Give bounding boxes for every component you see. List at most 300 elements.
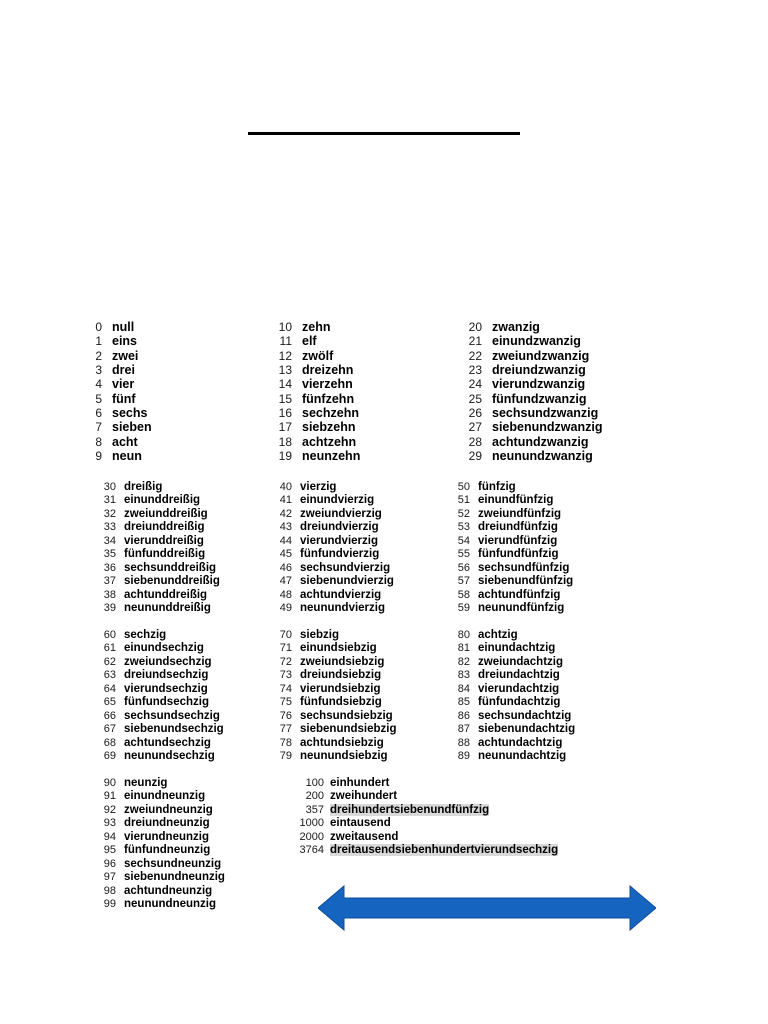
word-segment: und [147,884,169,897]
number-word [478,656,563,668]
number-word [492,377,585,391]
number-word [330,831,398,843]
word-segment: und [151,602,173,615]
number-row-26 [462,406,602,420]
number-digit: 61 [103,642,116,655]
word-segment: en [147,723,161,736]
word-segment: vierzig [353,561,391,574]
word-segment: und [316,642,338,655]
word-segment: neunzig [166,817,210,830]
number-digit: 5 [95,391,102,406]
word-segment: und [327,750,349,763]
number-digit: 6 [95,405,102,420]
word-segment: sechzig [172,750,215,763]
word-segment: zwei [300,655,325,668]
number-word [478,481,516,493]
number-word [112,449,142,463]
word-segment: vierzig [345,507,382,520]
word-segment: sech [300,709,327,722]
number-digit: 84 [457,682,470,695]
number-row-200 [290,790,558,804]
number-digit: 11 [279,334,292,349]
word-segment: vier [300,682,321,695]
number-digit: 14 [278,377,292,392]
number-word [112,406,147,420]
word-segment: fünf [112,391,136,406]
number-row-87 [450,723,575,737]
number-digit: 10 [278,320,292,335]
word-segment: neunzig [177,857,222,870]
number-digit: 3764 [299,844,324,857]
number-word [302,349,333,363]
number-digit: 45 [279,548,292,561]
number-row-357 [290,803,558,817]
number-word [492,449,593,463]
word-segment: und [324,655,346,668]
number-digit: 58 [457,588,470,601]
word-segment: neunzig [181,871,225,884]
word-segment: und [140,494,162,507]
word-segment: sechzig [177,709,220,722]
word-segment: achtzig [531,709,572,722]
word-segment: und [527,405,551,420]
number-digit: 26 [468,405,482,420]
number-row-15 [272,391,360,405]
word-segment: und [140,790,162,803]
number-row-69 [96,750,224,764]
word-segment: neun [300,602,328,615]
word-segment: neunzig [165,830,209,843]
number-row-90 [96,776,225,790]
word-segment: und [151,750,173,763]
word-segment: und [499,696,521,709]
word-segment: zwei [478,507,503,520]
number-digit: 68 [103,736,116,749]
number-row-49 [272,602,394,616]
word-segment: und [499,548,521,561]
number-digit: 37 [103,575,116,588]
number-digit: 17 [278,420,292,435]
number-group-40-49 [272,480,394,615]
word-segment: und [324,507,346,520]
word-segment: vier [124,830,145,843]
word-segment: sieb [112,420,138,435]
number-digit: 88 [457,736,470,749]
word-segment: vier [492,377,515,392]
number-digit: 22 [468,348,482,363]
word-segment: und [505,602,527,615]
number-row-2000 [290,830,558,844]
number-row-19 [272,449,360,463]
number-row-14 [272,377,360,391]
word-segment: vier [300,480,321,493]
word-segment: fünfzig [531,561,570,574]
word-segment: zwanzig [541,348,590,363]
number-row-85 [450,696,575,710]
number-row-42 [272,507,394,521]
word-segment: und [323,588,345,601]
number-row-27 [462,420,602,434]
number-row-74 [272,682,397,696]
number-row-54 [450,534,573,548]
number-digit: 86 [457,709,470,722]
number-word [478,669,560,681]
word-segment: fünfzig [520,548,559,561]
number-row-52 [450,507,573,521]
word-segment: en [147,575,161,588]
number-word [492,406,598,420]
number-digit: 15 [278,391,292,406]
word-segment: und [156,857,178,870]
word-segment: drei [300,521,322,534]
number-row-67 [96,723,224,737]
number-row-75 [272,696,397,710]
word-segment: acht [302,434,328,449]
number-word [302,363,353,377]
number-row-38 [96,588,220,602]
word-segment: und [156,709,178,722]
word-segment: ein [478,494,495,507]
word-segment: drei [124,817,146,830]
number-word [492,435,589,449]
number-word [124,481,162,493]
number-digit: 85 [457,696,470,709]
word-segment: zig [501,628,518,641]
number-digit: 72 [279,655,292,668]
word-segment: und [517,434,541,449]
number-digit: 18 [278,434,292,449]
word-segment: und [145,817,167,830]
number-digit: 30 [103,480,116,493]
number-word [302,435,356,449]
word-segment: vier [124,534,145,547]
number-word [302,406,359,420]
word-segment: ein [124,494,141,507]
word-segment: en [323,723,337,736]
number-word [300,737,384,749]
word-segment: sieb [124,723,148,736]
number-word [124,898,216,910]
number-word [300,481,336,493]
number-row-35 [96,548,220,562]
word-segment: sieb [492,420,518,435]
number-row-4 [84,377,152,391]
word-segment: und [499,521,521,534]
word-segment: und [332,561,354,574]
number-word [124,508,208,520]
word-segment: en [501,723,515,736]
word-segment: neun [124,898,152,911]
number-word [302,334,317,348]
word-segment: sieb [478,575,502,588]
number-row-22 [462,349,602,363]
number-digit: 74 [279,682,292,695]
word-segment: und [321,548,343,561]
number-digit: 91 [103,790,116,803]
word-segment: achtzig [535,723,576,736]
word-segment: dreißig [169,507,208,520]
number-digit: 13 [278,363,292,378]
number-digit: 92 [103,803,116,816]
number-word [300,535,378,547]
number-word [478,629,518,641]
number-digit: 57 [457,575,470,588]
number-digit: 100 [305,776,324,789]
number-word [330,844,558,856]
number-word [300,750,388,762]
word-segment: und [144,830,166,843]
word-segment: ein [478,642,495,655]
number-digit: 87 [457,723,470,736]
word-segment: und [521,448,545,463]
word-segment: achtzig [526,750,567,763]
word-segment: und [514,377,538,392]
number-digit: 46 [279,561,292,574]
number-digit: 21 [468,334,482,349]
word-segment: zwei [112,348,139,363]
word-segment: ein [124,790,141,803]
word-segment: vier [124,682,145,695]
word-segment: acht [124,736,148,749]
number-word [124,521,205,533]
number-word [478,723,575,735]
number-word [478,642,555,654]
number-word [124,656,212,668]
number-row-39 [96,602,220,616]
number-word [302,420,356,434]
number-word [300,521,379,533]
word-segment: sech [124,857,151,870]
word-segment: und [498,534,520,547]
number-word [302,377,353,391]
number-digit: 43 [279,521,292,534]
number-word [478,589,560,601]
number-digit: 34 [103,534,116,547]
word-segment: und [501,588,523,601]
word-segment: dreißig [177,561,217,574]
word-segment: acht [124,588,148,601]
word-segment: acht [300,736,324,749]
word-segment: und [148,655,170,668]
word-segment: dreißig [166,548,206,561]
number-row-46 [272,561,394,575]
word-segment: und [510,709,532,722]
number-group-10-19 [272,320,360,463]
word-segment: vierzig [342,548,380,561]
word-segment: zig [323,628,339,641]
word-segment: vierzig [342,521,379,534]
number-row-44 [272,534,394,548]
number-row-45 [272,548,394,562]
word-segment: siebzig [342,669,382,682]
word-segment: und [494,844,516,857]
word-segment: sieb [302,420,328,435]
word-segment: neun [124,602,152,615]
number-row-65 [96,696,224,710]
word-segment: zwei [330,790,355,803]
number-row-70 [272,628,397,642]
word-segment: drei [124,521,146,534]
word-segment: zwei [124,507,149,520]
word-segment: zwanzig [554,420,603,435]
number-word [300,642,377,654]
number-digit: 20 [468,320,482,335]
number-digit: 63 [103,669,116,682]
number-digit: 38 [103,588,116,601]
number-word [300,562,390,574]
number-row-84 [450,682,575,696]
word-segment: zig [499,480,516,493]
word-segment: und [531,420,555,435]
word-segment: achtzig [523,655,563,668]
word-segment: drei [112,363,135,378]
number-row-96 [96,857,225,871]
number-word [112,334,137,348]
word-segment: dreißig [161,494,201,507]
number-digit: 67 [103,723,116,736]
word-segment: ein [300,642,317,655]
number-word [492,420,602,434]
number-digit: 59 [457,602,470,615]
number-row-73 [272,669,397,683]
word-segment: zehn [302,320,331,335]
word-segment: en [323,575,337,588]
word-segment: siebzig [345,655,385,668]
word-segment: zehn [331,448,361,463]
word-segment: und [316,494,338,507]
number-digit: 64 [103,682,116,695]
number-row-77 [272,723,397,737]
word-segment: zwanzig [550,405,599,420]
number-row-0 [84,320,152,334]
number-digit: 19 [278,448,292,463]
word-segment: fünfzig [519,534,558,547]
number-row-88 [450,736,575,750]
number-group-0-9 [84,320,152,463]
number-word [492,392,586,406]
word-segment: fünf [300,696,322,709]
number-word [478,683,559,695]
word-segment: sechs [492,405,528,420]
number-word [302,320,330,334]
word-segment: neun [478,602,506,615]
word-segment: und [160,723,182,736]
word-segment: achtzig [515,642,556,655]
word-segment: neun [112,448,142,463]
word-segment: sech [124,561,151,574]
word-segment: acht [478,736,502,749]
number-row-58 [450,588,573,602]
word-segment: drei [478,521,500,534]
number-word [124,669,208,681]
number-digit: 33 [103,521,116,534]
word-segment: vier [300,534,321,547]
number-row-51 [450,494,573,508]
word-segment: null [112,320,135,335]
number-word [300,548,379,560]
word-segment: sech [112,405,141,420]
number-digit: 97 [103,871,116,884]
number-word [300,508,382,520]
word-segment: sieb [478,723,502,736]
word-segment: siebzig [342,696,382,709]
word-segment: vierzig [344,588,382,601]
number-word [124,696,209,708]
word-segment: siebzig [357,723,397,736]
number-row-36 [96,561,220,575]
number-word [478,508,561,520]
number-digit: 1 [95,334,102,349]
word-segment: ein [330,817,347,830]
word-segment: und [332,709,354,722]
number-row-43 [272,521,394,535]
number-group-30-39 [96,480,220,615]
number-row-71 [272,642,397,656]
number-word [478,602,564,614]
word-segment: zwölf [302,348,334,363]
double-headed-arrow-icon [318,884,656,932]
number-row-82 [450,655,575,669]
word-segment: und [514,363,538,378]
word-segment: sechzig [181,723,224,736]
word-segment: siebzig [341,682,381,695]
number-digit: 31 [103,494,116,507]
number-row-18 [272,434,360,448]
word-segment: zwei [124,803,149,816]
word-segment: sechzig [169,655,212,668]
number-group-60-69 [96,628,224,763]
number-digit: 70 [279,628,292,641]
word-segment: und [321,521,343,534]
word-segment: s [504,709,511,722]
number-row-5 [84,391,152,405]
word-segment: fünfzig [522,588,561,601]
number-word [124,710,220,722]
word-segment: zehn [324,363,354,378]
word-segment: acht [112,434,138,449]
word-segment: tausendsiebenhundert [351,844,475,857]
word-segment: sechs [478,561,511,574]
word-segment: vier [474,844,495,857]
word-segment: und [147,736,169,749]
number-word [124,575,220,587]
word-segment: und [145,548,167,561]
word-segment: vierzig [337,494,375,507]
number-digit: 40 [279,480,292,493]
word-segment: und [494,642,516,655]
number-digit: 24 [468,377,482,392]
number-digit: 27 [468,420,482,435]
word-segment: und [147,588,169,601]
number-digit: 94 [103,830,116,843]
word-segment: zwei [478,655,503,668]
number-row-31 [96,494,220,508]
word-segment: neun [124,776,152,789]
word-segment: und [140,642,162,655]
word-segment: und [336,723,358,736]
number-row-86 [450,709,575,723]
word-segment: drei [330,844,352,857]
number-digit: 50 [457,480,470,493]
number-digit: 1000 [299,817,324,830]
number-row-60 [96,628,224,642]
number-word [300,602,385,614]
number-row-40 [272,480,394,494]
number-word [124,562,216,574]
number-digit: 81 [457,642,470,655]
number-word [478,521,558,533]
word-segment: zehn [330,405,359,420]
